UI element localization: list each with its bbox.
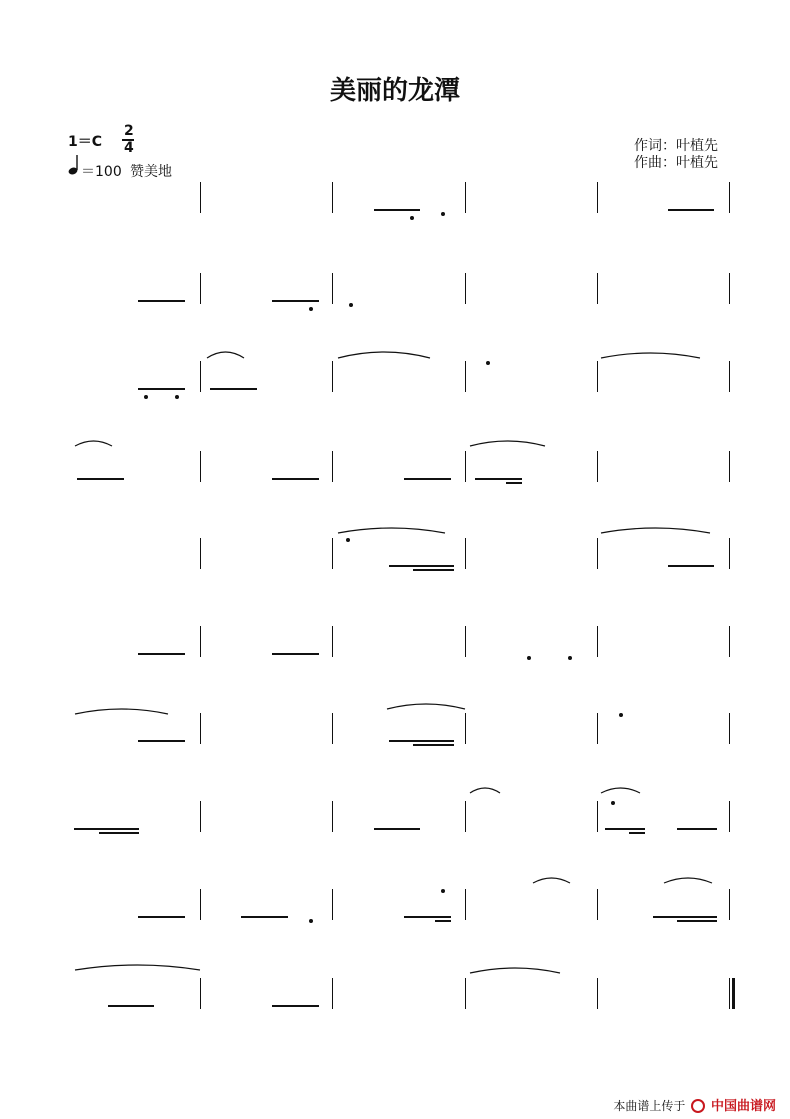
eighth-underline bbox=[404, 478, 451, 480]
eighth-underline bbox=[389, 740, 454, 742]
eighth-underline bbox=[404, 916, 451, 918]
low-octave-dot bbox=[309, 919, 313, 923]
key-signature: 1＝C bbox=[68, 134, 103, 150]
high-octave-dot bbox=[441, 889, 445, 893]
eighth-underline bbox=[475, 478, 522, 480]
eighth-underline bbox=[272, 478, 319, 480]
bar-line bbox=[597, 801, 598, 832]
eighth-underline bbox=[138, 300, 185, 302]
slur-mark bbox=[387, 704, 465, 709]
low-octave-dot bbox=[175, 395, 179, 399]
slur-mark bbox=[601, 353, 700, 358]
bar-line bbox=[465, 713, 466, 744]
bar-line bbox=[597, 978, 598, 1009]
eighth-underline bbox=[668, 209, 714, 211]
bar-line bbox=[597, 451, 598, 482]
slur-mark bbox=[75, 965, 200, 970]
eighth-underline bbox=[74, 828, 139, 830]
bar-line bbox=[465, 182, 466, 213]
bar-line bbox=[200, 713, 201, 744]
high-octave-dot bbox=[619, 713, 623, 717]
eighth-underline bbox=[668, 565, 714, 567]
time-signature-top: 2 bbox=[124, 123, 134, 139]
bar-line bbox=[200, 538, 201, 569]
composer-credit: 作曲：叶植先 bbox=[634, 155, 718, 171]
eighth-underline bbox=[677, 828, 717, 830]
slur-mark bbox=[601, 528, 710, 533]
eighth-underline bbox=[138, 916, 185, 918]
bar-line bbox=[729, 538, 730, 569]
bar-line bbox=[729, 273, 730, 304]
eighth-underline bbox=[605, 828, 645, 830]
eighth-underline bbox=[241, 916, 288, 918]
eighth-underline bbox=[374, 828, 421, 830]
slur-mark bbox=[470, 441, 545, 446]
slur-mark bbox=[207, 352, 244, 358]
bar-line bbox=[465, 361, 466, 392]
bar-line bbox=[729, 801, 730, 832]
bar-line bbox=[332, 978, 333, 1009]
bar-line bbox=[465, 538, 466, 569]
bar-line bbox=[465, 978, 466, 1009]
sixteenth-underline bbox=[435, 920, 451, 922]
low-octave-dot bbox=[527, 656, 531, 660]
sixteenth-underline bbox=[99, 832, 139, 834]
bar-line bbox=[332, 889, 333, 920]
eighth-underline bbox=[272, 653, 319, 655]
bar-line bbox=[729, 626, 730, 657]
bar-line bbox=[597, 538, 598, 569]
bar-line bbox=[332, 713, 333, 744]
bar-line bbox=[729, 182, 730, 213]
eighth-underline bbox=[77, 478, 124, 480]
bar-line bbox=[200, 273, 201, 304]
expression-mark: 赞美地 bbox=[130, 164, 172, 180]
bar-line bbox=[729, 713, 730, 744]
bar-line bbox=[332, 361, 333, 392]
sixteenth-underline bbox=[629, 832, 645, 834]
bar-line bbox=[597, 626, 598, 657]
bar-line bbox=[597, 889, 598, 920]
eighth-underline bbox=[138, 740, 185, 742]
eighth-underline bbox=[374, 209, 421, 211]
time-signature-bottom: 4 bbox=[124, 140, 134, 156]
lyricist-credit: 作词：叶植先 bbox=[634, 138, 718, 154]
low-octave-dot bbox=[441, 212, 445, 216]
bar-line bbox=[597, 361, 598, 392]
bar-line bbox=[332, 538, 333, 569]
slur-mark bbox=[470, 788, 500, 793]
bar-line bbox=[465, 451, 466, 482]
bar-line bbox=[200, 451, 201, 482]
slur-mark bbox=[338, 528, 445, 533]
high-octave-dot bbox=[611, 801, 615, 805]
slur-mark bbox=[75, 441, 112, 446]
slur-mark bbox=[338, 352, 430, 358]
eighth-underline bbox=[138, 653, 185, 655]
bar-line bbox=[332, 182, 333, 213]
bar-line bbox=[332, 273, 333, 304]
bar-line bbox=[597, 713, 598, 744]
slur-mark bbox=[75, 709, 168, 714]
bar-line bbox=[200, 889, 201, 920]
bar-line bbox=[200, 626, 201, 657]
sixteenth-underline bbox=[677, 920, 717, 922]
footer-site: 中国曲谱网 bbox=[710, 1099, 776, 1114]
slur-mark bbox=[664, 878, 712, 883]
bar-line bbox=[200, 801, 201, 832]
eighth-underline bbox=[210, 388, 257, 390]
bar-line bbox=[200, 361, 201, 392]
bar-line bbox=[332, 801, 333, 832]
sixteenth-underline bbox=[506, 482, 522, 484]
slur-mark bbox=[601, 788, 640, 793]
bar-line bbox=[465, 889, 466, 920]
eighth-underline bbox=[138, 388, 185, 390]
song-title: 美丽的龙潭 bbox=[329, 76, 460, 106]
bar-line bbox=[465, 801, 466, 832]
slur-mark bbox=[470, 968, 560, 973]
eighth-underline bbox=[108, 1005, 155, 1007]
tempo-value: ＝100 bbox=[81, 164, 122, 180]
bar-line bbox=[200, 182, 201, 213]
bar-line bbox=[597, 182, 598, 213]
sixteenth-underline bbox=[413, 744, 453, 746]
slur-mark bbox=[533, 878, 570, 883]
low-octave-dot bbox=[568, 656, 572, 660]
bar-line bbox=[729, 451, 730, 482]
bar-line bbox=[729, 361, 730, 392]
bar-line bbox=[729, 978, 730, 1009]
site-logo-icon bbox=[691, 1099, 705, 1113]
eighth-underline bbox=[389, 565, 454, 567]
final-bar-line bbox=[732, 978, 735, 1009]
bar-line bbox=[465, 626, 466, 657]
low-octave-dot bbox=[309, 307, 313, 311]
footer bbox=[613, 1095, 776, 1114]
eighth-underline bbox=[272, 1005, 319, 1007]
bar-line bbox=[597, 273, 598, 304]
bar-line bbox=[200, 978, 201, 1009]
bar-line bbox=[465, 273, 466, 304]
sixteenth-underline bbox=[413, 569, 453, 571]
bar-line bbox=[729, 889, 730, 920]
bar-line bbox=[332, 451, 333, 482]
bar-line bbox=[332, 626, 333, 657]
footer-text: 本曲谱上传于 bbox=[613, 1099, 686, 1113]
eighth-underline bbox=[272, 300, 319, 302]
eighth-underline bbox=[653, 916, 717, 918]
